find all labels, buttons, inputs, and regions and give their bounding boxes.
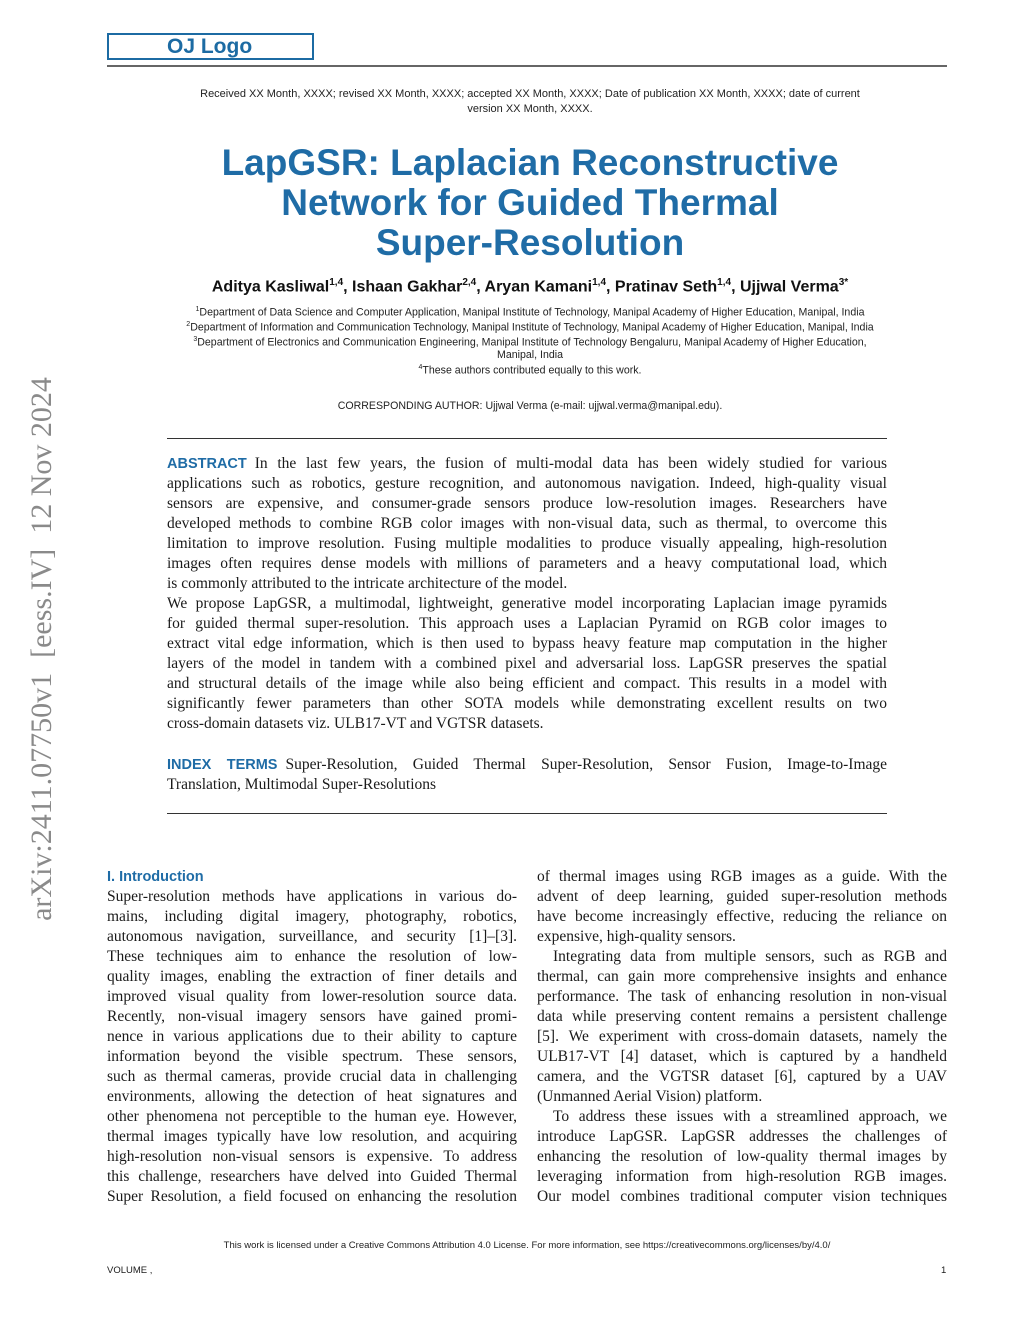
text-line: improved visual quality from lower-resolution source data. <box>107 988 517 1005</box>
text-line: Integrating data from multiple sensors, such as RGB and <box>553 948 947 965</box>
text-line: These techniques aim to enhance the resolution of low- <box>107 948 517 965</box>
text-line: extract vital edge information, which is then used to bypass heavy feature map computation in the higher <box>167 635 887 652</box>
title-line: Network for Guided Thermal <box>281 182 779 223</box>
text-line: Super Resolution, a field focused on enhancing the resolution <box>107 1188 517 1205</box>
text-line: camera, and the VGTSR dataset [6], captured by a UAV <box>537 1068 947 1085</box>
author-separator: , <box>731 278 740 296</box>
author-name: Ishaan Gakhar <box>352 278 463 296</box>
index-terms <box>167 755 887 795</box>
line-text: Super-Resolution, Guided Thermal Super-Resolution, Sensor Fusion, Image-to-Image <box>285 756 888 773</box>
text-line: quality images, enabling the extraction of finer details and <box>107 968 517 985</box>
volume-label: VOLUME , <box>107 1265 153 1276</box>
publication-dates: Received XX Month, XXXX; revised XX Month, XXXX; accepted XX Month, XXXX; Date of publication XX Month, XXXX; date of current version XX Month, XXXX. <box>200 88 860 115</box>
author-separator: , <box>343 278 353 296</box>
author-affiliation-marker: 2,4 <box>462 277 477 288</box>
author-name: Aryan Kamani <box>484 278 593 296</box>
affiliation-text: Department of Data Science and Computer Application, Manipal Institute of Technology, Manipal Academy of Higher Education, Manipal, India <box>199 306 865 319</box>
text-line: other phenomena not perceptible to the human eye. However, <box>107 1108 517 1125</box>
text-line: Translation, Multimodal Super-Resolutions <box>167 776 437 793</box>
author-affiliation-marker: 3* <box>838 277 849 288</box>
right-column <box>537 867 947 1207</box>
left-column <box>107 867 517 1207</box>
text-line: leveraging information from high-resolution RGB images. <box>537 1168 947 1185</box>
affiliation-text: These authors contributed equally to this work. <box>422 364 642 377</box>
affiliation <box>180 304 880 319</box>
text-line: is commonly attributed to the intricate architecture of the model. <box>167 575 568 592</box>
author-name: Ujjwal Verma <box>739 278 839 296</box>
text-line: Our model combines traditional computer vision techniques <box>537 1188 947 1205</box>
text-line: information beyond the visible spectrum. These sensors, <box>107 1048 517 1065</box>
text-line: high-resolution non-visual sensors is expensive. To address <box>107 1148 517 1165</box>
author-separator: , <box>476 278 485 296</box>
text-line: and structural details of the image while also being efficient and compact. This results in a model with <box>167 675 887 692</box>
journal-logo: OJ Logo <box>107 33 314 60</box>
author-separator: , <box>606 278 615 296</box>
text-line: layers of the model in tandem with a combined pixel and adversarial loss. LapGSR preserves the spatial <box>167 655 887 672</box>
affiliation <box>180 334 880 362</box>
text-line: this challenge, researchers have delved into Guided Thermal <box>107 1168 517 1185</box>
abstract-bottom-rule <box>167 813 887 814</box>
text-line: mains, including digital imagery, photography, robotics, <box>107 908 517 925</box>
abstract-top-rule <box>167 438 887 439</box>
text-line: advent of deep learning, guided super-resolution methods <box>537 888 947 905</box>
text-line: (Unmanned Aerial Vision) platform. <box>537 1088 763 1105</box>
arxiv-stamp: arXiv:2411.07750v1 [eess.IV] 12 Nov 2024 <box>25 377 58 921</box>
license-notice: This work is licensed under a Creative Commons Attribution 4.0 License. For more information, see https://creativecommons.org/licenses/by/4.0/ <box>223 1240 831 1251</box>
text-line: We propose LapGSR, a multimodal, lightweight, generative model incorporating Laplacian image pyramids <box>167 595 887 612</box>
affiliation-marker: 1 <box>195 306 200 313</box>
text-line: introduce LapGSR. LapGSR addresses the challenges of <box>537 1128 947 1145</box>
text-line <box>167 454 887 474</box>
text-line: thermal images typically have low resolution, and acquiring <box>107 1128 517 1145</box>
text-line: Recently, non-visual imagery sensors have gained promi- <box>107 1008 517 1025</box>
corresponding-author: CORRESPONDING AUTHOR: Ujjwal Verma (e-mail: ujjwal.verma@manipal.edu). <box>337 400 723 412</box>
affiliation-text: Department of Electronics and Communication Engineering, Manipal Institute of Technology Bengaluru, Manipal Academy of Higher Education, Manipal, India <box>197 336 867 362</box>
affiliation-marker: 2 <box>186 321 191 329</box>
text-line: data while preserving content remains a persistent challenge <box>537 1008 947 1025</box>
text-line: ULB17-VT [4] dataset, which is captured by a handheld <box>537 1048 947 1065</box>
text-line: cross-domain datasets viz. ULB17-VT and VGTSR datasets. <box>167 715 544 732</box>
abstract-label: INDEX TERMS <box>167 757 278 773</box>
text-line: performance. The task of enhancing resolution in non-visual <box>537 988 947 1005</box>
affiliation <box>180 362 880 377</box>
text-line: for guided thermal super-resolution. This approach uses a Laplacian Pyramid on RGB color images to <box>167 615 887 632</box>
header-rule <box>107 65 947 67</box>
text-line: of thermal images using RGB images as a guide. With the <box>537 868 947 885</box>
author-name: Aditya Kasliwal <box>211 278 330 296</box>
author-affiliation-marker: 1,4 <box>592 277 607 288</box>
title-line: LapGSR: Laplacian Reconstructive <box>221 142 839 183</box>
text-line: such as thermal cameras, provide crucial data in challenging <box>107 1068 517 1085</box>
abstract <box>167 454 887 734</box>
author-name: Pratinav Seth <box>614 278 718 296</box>
text-line: expensive, high-quality sensors. <box>537 928 736 945</box>
text-line <box>167 755 887 775</box>
author-list <box>140 277 920 296</box>
affiliations <box>180 304 880 377</box>
text-line: Super-resolution methods have applications in various do- <box>107 888 517 905</box>
text-line: applications such as robotics, gesture recognition, and autonomous navigation. Indeed, high-quality visual <box>167 475 887 492</box>
text-line: autonomous navigation, surveillance, and security [1]–[3]. <box>107 928 517 945</box>
text-line: images often requires dense models with millions of parameters and a heavy computational load, which <box>167 555 887 572</box>
title-line: Super-Resolution <box>375 222 685 263</box>
text-line: [5]. We experiment with cross-domain datasets, namely the <box>537 1028 947 1045</box>
text-line: thermal, can gain more comprehensive insights and enhance <box>537 968 947 985</box>
affiliation-marker: 4 <box>418 363 423 371</box>
author-affiliation-marker: 1,4 <box>717 277 732 288</box>
text-line: To address these issues with a streamlined approach, we <box>553 1108 947 1125</box>
line-text: In the last few years, the fusion of multi-modal data has been widely studied for various <box>254 455 887 472</box>
author-affiliation-marker: 1,4 <box>329 277 344 288</box>
section-heading: I. Introduction <box>107 869 204 885</box>
affiliation-marker: 3 <box>193 336 198 344</box>
text-line: developed methods to combine RGB color images with non-visual data, such as thermal, to overcome this <box>167 515 887 532</box>
affiliation-text: Department of Information and Communication Technology, Manipal Institute of Technology, Manipal Academy of Higher Education, Manipal, India <box>190 321 874 334</box>
text-line: sensors are expensive, and consumer-grade sensors produce low-resolution images. Researchers have <box>167 495 887 512</box>
paper-title <box>150 143 910 263</box>
text-line: enhancing the resolution of low-quality thermal images by <box>537 1148 947 1165</box>
text-line: nence in various applications due to their ability to capture <box>107 1028 517 1045</box>
abstract-label: ABSTRACT <box>167 456 247 472</box>
page-number: 1 <box>941 1265 947 1276</box>
text-line: have become increasingly effective, reducing the reliance on <box>537 908 947 925</box>
affiliation <box>180 319 880 334</box>
text-line: significantly fewer parameters than other SOTA models while demonstrating excellent results on two <box>167 695 887 712</box>
text-line: environments, allowing the detection of heat signatures and <box>107 1088 517 1105</box>
text-line: limitation to improve resolution. Fusing multiple modalities to produce visually appealing, high-resolution <box>167 535 887 552</box>
